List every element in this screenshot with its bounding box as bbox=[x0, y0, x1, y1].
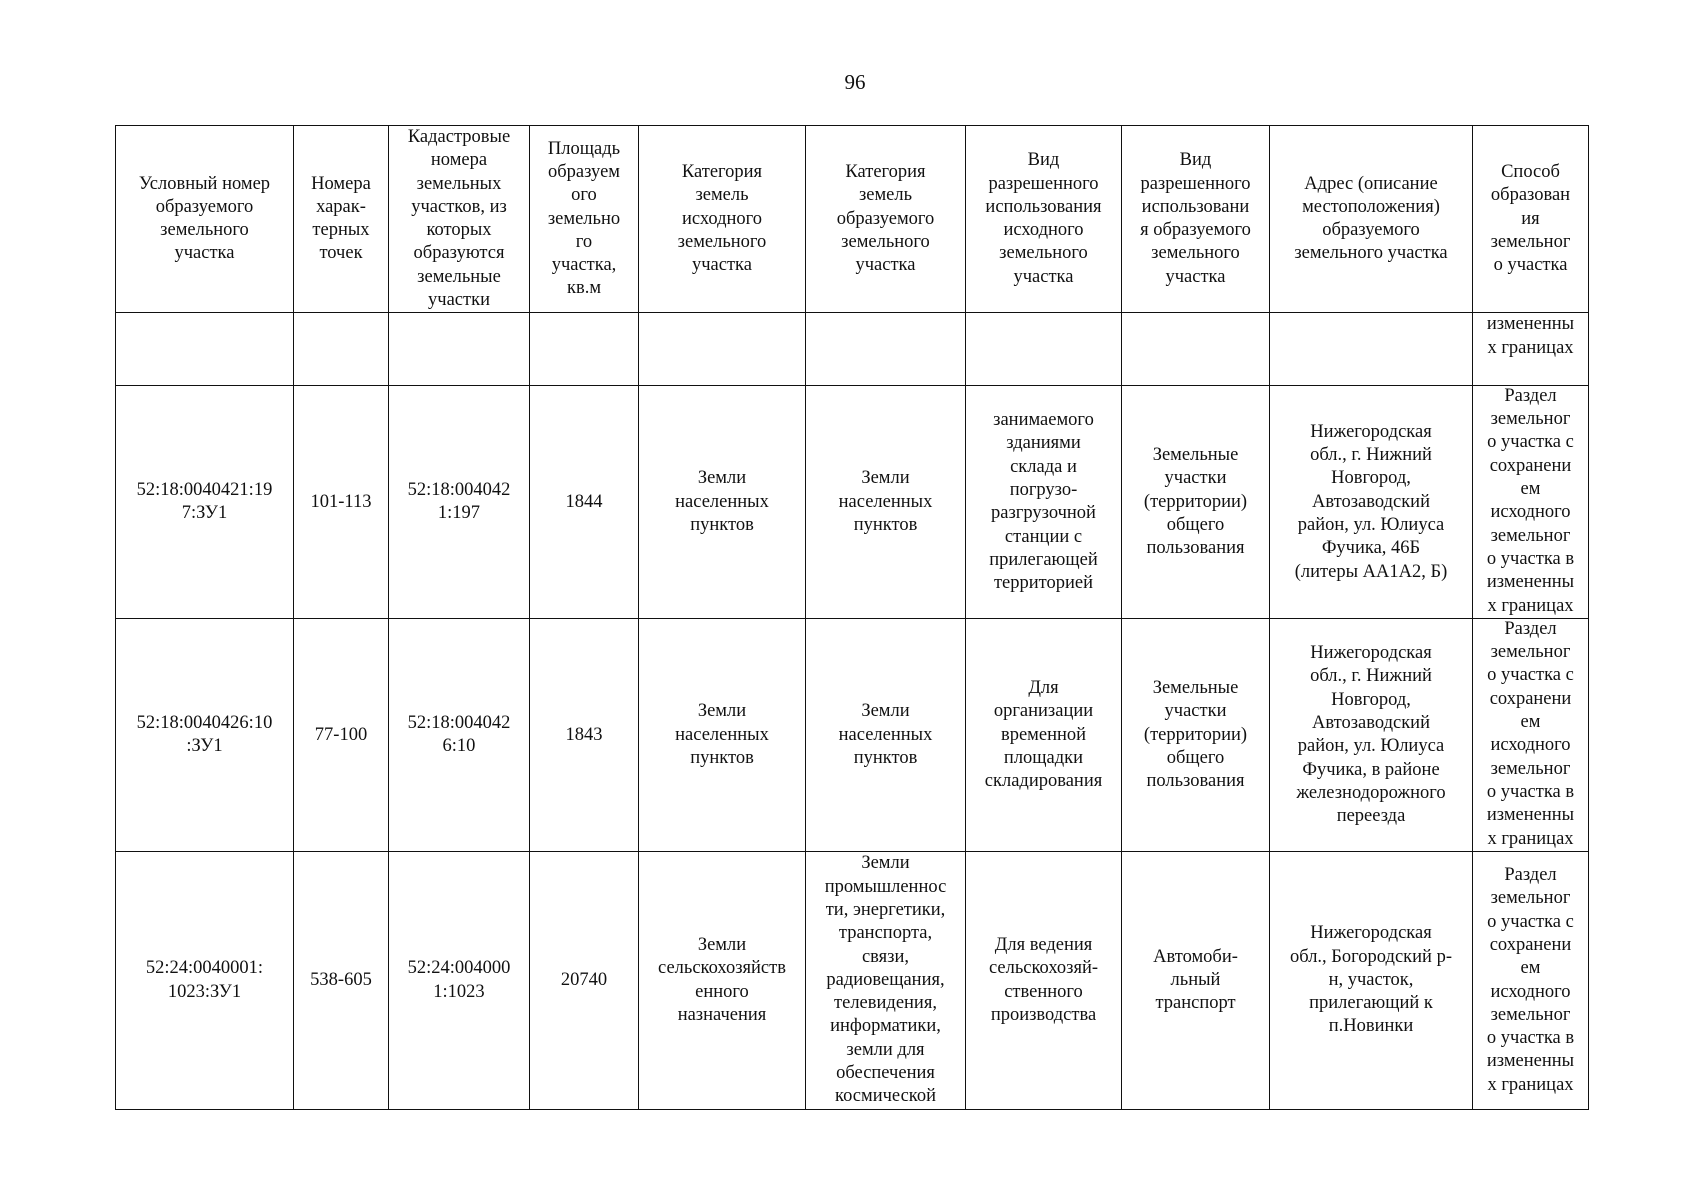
cell-source-category: Земли населенных пунктов bbox=[639, 386, 806, 619]
header-new-category: Категория земель образуемого земельного участка bbox=[806, 126, 966, 313]
cell-point-numbers: 101-113 bbox=[294, 386, 389, 619]
header-point-numbers: Номера харак- терных точек bbox=[294, 126, 389, 313]
cell-area: 1843 bbox=[530, 619, 639, 852]
cell-formation-method: Раздел земельног о участка с сохранени ем исходного земельног о участка в измененны х границах bbox=[1473, 852, 1589, 1109]
header-cadastral-numbers: Кадастровые номера земельных участков, из которых образуются земельные участки bbox=[389, 126, 530, 313]
table-header-row bbox=[116, 126, 1589, 313]
cell-address: Нижегородская обл., Богородский р- н, участок, прилегающий к п.Новинки bbox=[1270, 852, 1473, 1109]
table-cell bbox=[116, 313, 294, 386]
cell-new-category: Земли населенных пунктов bbox=[806, 386, 966, 619]
cell-cadastral-number: 52:18:004042 6:10 bbox=[389, 619, 530, 852]
header-source-category: Категория земель исходного земельного участка bbox=[639, 126, 806, 313]
cell-cadastral-number: 52:24:004000 1:1023 bbox=[389, 852, 530, 1109]
cell-source-permitted-use: Для организации временной площадки складирования bbox=[966, 619, 1122, 852]
cell-address: Нижегородская обл., г. Нижний Новгород, Автозаводский район, ул. Юлиуса Фучика, в районе железнодорожного переезда bbox=[1270, 619, 1473, 852]
header-address: Адрес (описание местоположения) образуемого земельного участка bbox=[1270, 126, 1473, 313]
cell-new-category: Земли промышленнос ти, энергетики, транспорта, связи, радиовещания, телевидения, информатики, земли для обеспечения космической bbox=[806, 852, 966, 1109]
cell-source-permitted-use: Для ведения сельскохозяй- ственного производства bbox=[966, 852, 1122, 1109]
header-formation-method: Способ образован ия земельног о участка bbox=[1473, 126, 1589, 313]
cell-area: 20740 bbox=[530, 852, 639, 1109]
cell-source-category: Земли сельскохозяйств енного назначения bbox=[639, 852, 806, 1109]
table-cell bbox=[530, 313, 639, 386]
cell-formation-method: Раздел земельног о участка с сохранени ем исходного земельног о участка в измененны х границах bbox=[1473, 619, 1589, 852]
land-plots-table bbox=[115, 125, 1589, 1110]
table-cell bbox=[1122, 313, 1270, 386]
table-row-continuation bbox=[116, 313, 1589, 386]
header-area: Площадь образуем ого земельно го участка, кв.м bbox=[530, 126, 639, 313]
cell-new-permitted-use: Земельные участки (территории) общего пользования bbox=[1122, 386, 1270, 619]
header-conditional-number: Условный номер образуемого земельного участка bbox=[116, 126, 294, 313]
cell-address: Нижегородская обл., г. Нижний Новгород, Автозаводский район, ул. Юлиуса Фучика, 46Б (литеры АА1А2, Б) bbox=[1270, 386, 1473, 619]
cell-conditional-number: 52:18:0040426:10 :ЗУ1 bbox=[116, 619, 294, 852]
cell-point-numbers: 77-100 bbox=[294, 619, 389, 852]
table-row bbox=[116, 386, 1589, 619]
cell-point-numbers: 538-605 bbox=[294, 852, 389, 1109]
table-row bbox=[116, 852, 1589, 1109]
cell-conditional-number: 52:24:0040001: 1023:ЗУ1 bbox=[116, 852, 294, 1109]
table-cell bbox=[806, 313, 966, 386]
table-cell bbox=[389, 313, 530, 386]
page-number: 96 bbox=[844, 70, 866, 94]
table-cell bbox=[1270, 313, 1473, 386]
table-row bbox=[116, 619, 1589, 852]
cell-new-permitted-use: Автомоби- льный транспорт bbox=[1122, 852, 1270, 1109]
cell-source-permitted-use: занимаемого зданиями склада и погрузо- разгрузочной станции с прилегающей территорией bbox=[966, 386, 1122, 619]
table-cell bbox=[639, 313, 806, 386]
header-source-permitted-use: Вид разрешенного использования исходного земельного участка bbox=[966, 126, 1122, 313]
header-new-permitted-use: Вид разрешенного использовани я образуемого земельного участка bbox=[1122, 126, 1270, 313]
cell-new-category: Земли населенных пунктов bbox=[806, 619, 966, 852]
cell-new-permitted-use: Земельные участки (территории) общего пользования bbox=[1122, 619, 1270, 852]
cell-cadastral-number: 52:18:004042 1:197 bbox=[389, 386, 530, 619]
table-cell bbox=[294, 313, 389, 386]
cell-conditional-number: 52:18:0040421:19 7:ЗУ1 bbox=[116, 386, 294, 619]
table-cell bbox=[966, 313, 1122, 386]
cell-formation-method: Раздел земельног о участка с сохранени ем исходного земельног о участка в измененны х границах bbox=[1473, 386, 1589, 619]
cell-area: 1844 bbox=[530, 386, 639, 619]
table-cell: измененны х границах bbox=[1473, 313, 1589, 386]
cell-source-category: Земли населенных пунктов bbox=[639, 619, 806, 852]
